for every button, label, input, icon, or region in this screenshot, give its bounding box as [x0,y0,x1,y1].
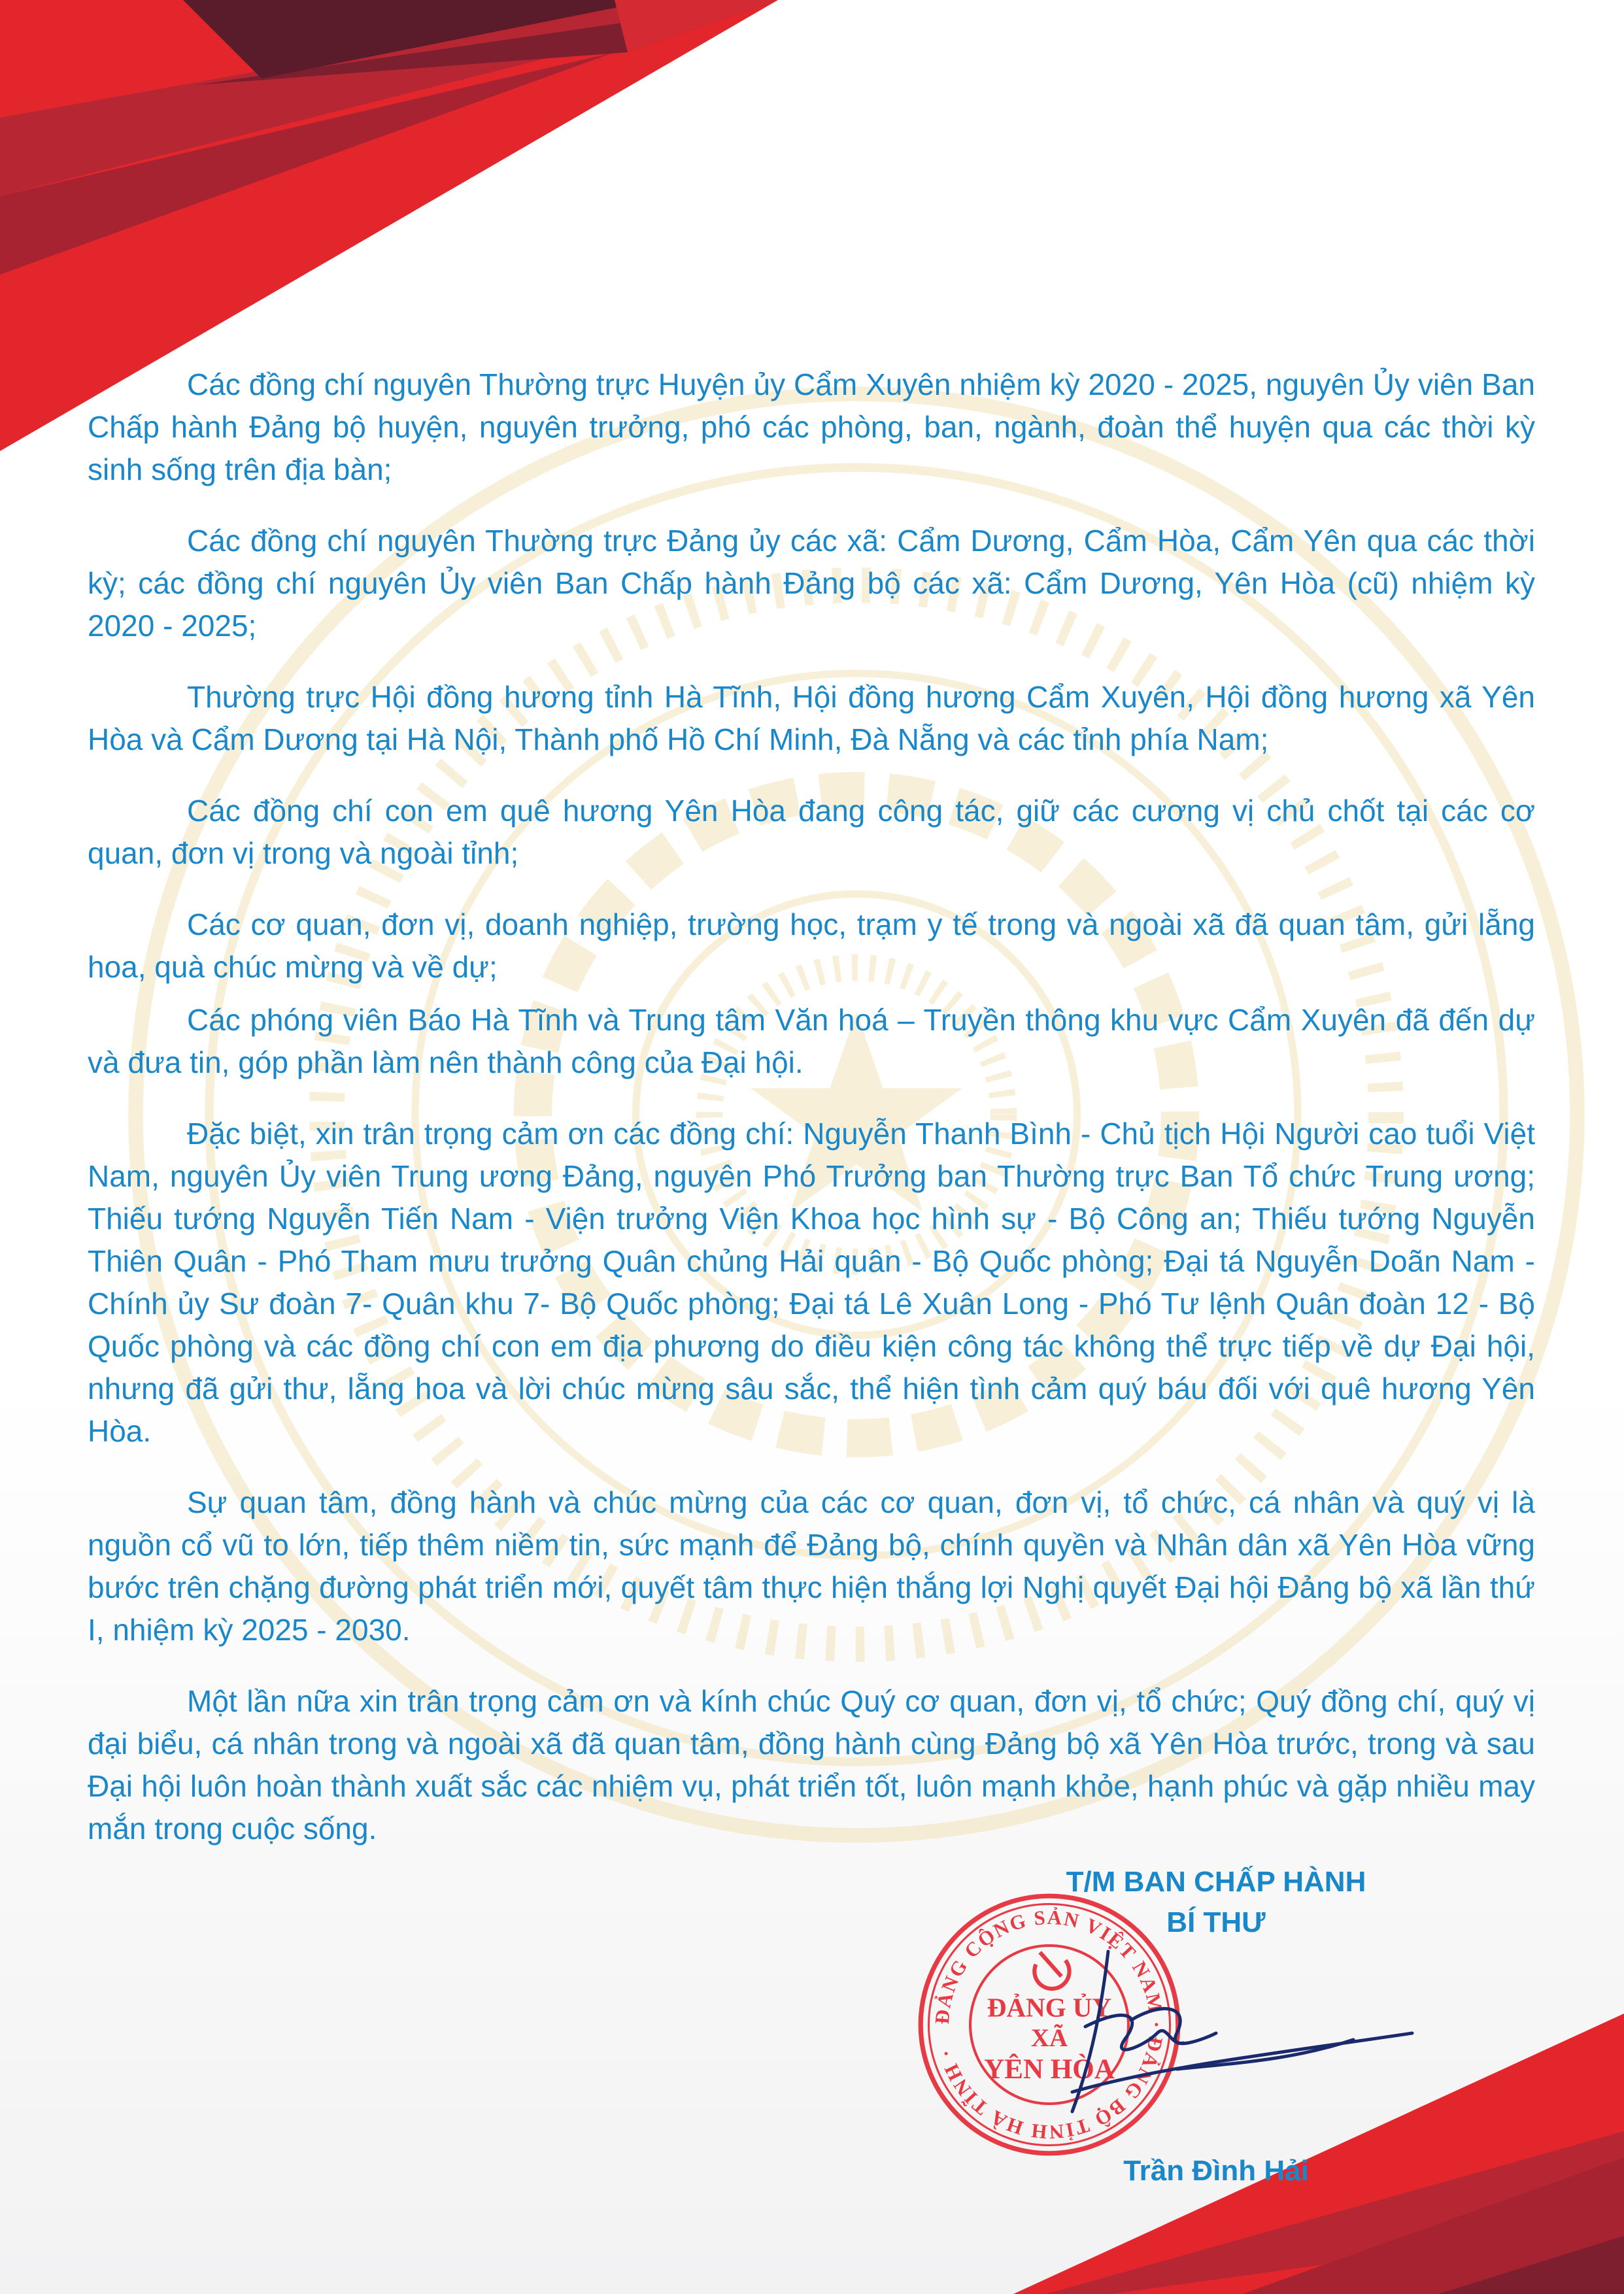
paragraph: Các cơ quan, đơn vị, doanh nghiệp, trường học, trạm y tế trong và ngoài xã đã quan tâm, gửi lẵng hoa, quà chúc mừng và về dự; [88,907,1535,984]
paragraph: Thường trực Hội đồng hương tỉnh Hà Tĩnh, Hội đồng hương Cẩm Xuyên, Hội đồng hương xã Yên Hòa và Cẩm Dương tại Hà Nội, Thành phố Hồ Chí Minh, Đà Nẵng và các tỉnh phía Nam; [88,680,1535,756]
seal-line-3: YÊN HÒA [984,2054,1115,2085]
seal-ring-text: ĐẢNG CỘNG SẢN VIỆT NAM · ĐẢNG BỘ TỈNH HÀ TĨNH · [930,1906,1168,2144]
seal-line-1: ĐẢNG ỦY [987,1992,1112,2023]
paragraph: Sự quan tâm, đồng hành và chúc mừng của các cơ quan, đơn vị, tổ chức, cá nhân và quý vị là nguồn cổ vũ to lớn, tiếp thêm niềm tin, sức mạnh để Đảng bộ, chính quyền và Nhân dân xã Yên Hòa vững bước trên chặng đường phát triển mới, quyết tâm thực hiện thắng lợi Nghị quyết Đại hội Đảng bộ xã lần thứ I, nhiệm kỳ 2025 - 2030. [88,1485,1535,1647]
paragraph: Đặc biệt, xin trân trọng cảm ơn các đồng chí: Nguyễn Thanh Bình - Chủ tịch Hội Người cao tuổi Việt Nam, nguyên Ủy viên Trung ương Đảng, nguyên Phó Trưởng ban Thường trực Ban Tổ chức Trung ương; Thiếu tướng Nguyễn Tiến Nam - Viện trưởng Viện Khoa học hình sự - Bộ Công an; Thiếu tướng Nguyễn Thiên Quân - Phó Tham mưu trưởng Quân chủng Hải quân - Bộ Quốc phòng; Đại tá Nguyễn Doãn Nam - Chính ủy Sư đoàn 7- Quân khu 7- Bộ Quốc phòng; Đại tá Lê Xuân Long - Phó Tư lệnh Quân đoàn 12 - Bộ Quốc phòng và các đồng chí con em địa phương do điều kiện công tác không thể trực tiếp về dự Đại hội, nhưng đã gửi thư, lẵng hoa và lời chúc mừng sâu sắc, thể hiện tình cảm quý báu đối với quê hương Yên Hòa. [88,1117,1535,1448]
handwritten-signature [1046,1929,1464,2125]
seal-line-2: XÃ [1030,2023,1068,2052]
paragraph: Các đồng chí nguyên Thường trực Huyện ủy Cẩm Xuyên nhiệm kỳ 2020 - 2025, nguyên Ủy viên Ban Chấp hành Đảng bộ huyện, nguyên trưởng, phó các phòng, ban, ngành, đoàn thể huyện qua các thời kỳ sinh sống trên địa bàn; [88,367,1535,486]
paragraph: Các đồng chí con em quê hương Yên Hòa đang công tác, giữ các cương vị chủ chốt tại các cơ quan, đơn vị trong và ngoài tỉnh; [88,794,1535,870]
signer-name: Trần Đình Hải [1123,2155,1309,2187]
paragraph: Một lần nữa xin trân trọng cảm ơn và kính chúc Quý cơ quan, đơn vị, tổ chức; Quý đồng chí, quý vị đại biểu, cá nhân trong và ngoài xã đã quan tâm, đồng hành cùng Đảng bộ xã Yên Hòa trước, trong và sau Đại hội luôn hoàn thành xuất sắc các nhiệm vụ, phát triển tốt, luôn mạnh khỏe, hạnh phúc và gặp nhiều may mắn trong cuộc sống. [88,1684,1535,1846]
signature-title-line1: T/M BAN CHẤP HÀNH [1066,1866,1366,1898]
signature-title-line2: BÍ THƯ [1166,1906,1266,1938]
letter-body [88,363,1535,1879]
paragraph: Các đồng chí nguyên Thường trực Đảng ủy các xã: Cẩm Dương, Cẩm Hòa, Cẩm Yên qua các thời kỳ; các đồng chí nguyên Ủy viên Ban Chấp hành Đảng bộ các xã: Cẩm Dương, Yên Hòa (cũ) nhiệm kỳ 2020 - 2025; [88,524,1535,643]
paragraph: Các phóng viên Báo Hà Tĩnh và Trung tâm Văn hoá – Truyền thông khu vực Cẩm Xuyên đã đến dự và đưa tin, góp phần làm nên thành công của Đại hội. [88,1003,1535,1079]
